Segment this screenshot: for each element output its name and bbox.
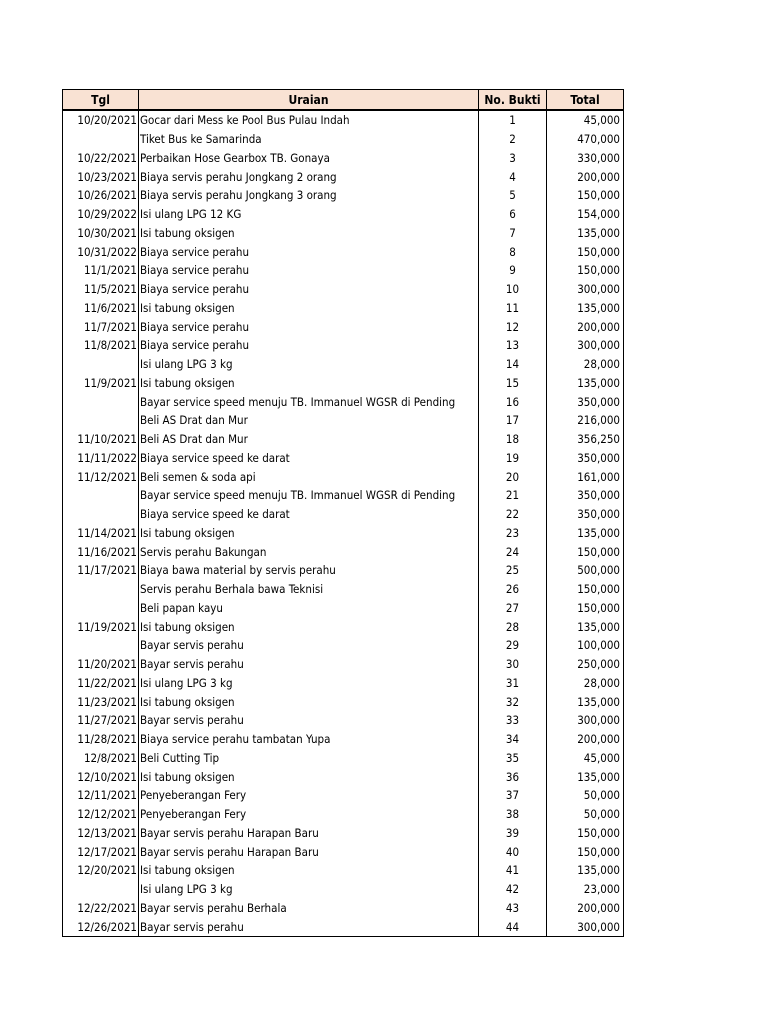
cell-date: 11/9/2021: [63, 374, 139, 393]
table-row: [63, 767, 624, 786]
cell-receipt-number: 32: [479, 692, 547, 711]
table-row: [63, 449, 624, 468]
table-row: [63, 917, 624, 936]
cell-receipt-number: 8: [479, 242, 547, 261]
cell-total: 28,000: [547, 674, 624, 693]
cell-receipt-number: 25: [479, 561, 547, 580]
cell-description: Isi ulang LPG 3 kg: [139, 674, 479, 693]
cell-description: Isi tabung oksigen: [139, 524, 479, 543]
cell-receipt-number: 27: [479, 599, 547, 618]
cell-description: Beli semen & soda api: [139, 467, 479, 486]
table-row: [63, 467, 624, 486]
cell-date: 11/20/2021: [63, 655, 139, 674]
cell-date: 11/1/2021: [63, 261, 139, 280]
cell-description: Isi tabung oksigen: [139, 299, 479, 318]
cell-date: [63, 355, 139, 374]
cell-total: 100,000: [547, 636, 624, 655]
cell-receipt-number: 19: [479, 449, 547, 468]
cell-total: 150,000: [547, 261, 624, 280]
table-row: [63, 655, 624, 674]
cell-description: Penyeberangan Fery: [139, 805, 479, 824]
cell-description: Isi tabung oksigen: [139, 692, 479, 711]
cell-description: Beli AS Drat dan Mur: [139, 411, 479, 430]
cell-date: 11/6/2021: [63, 299, 139, 318]
cell-receipt-number: 9: [479, 261, 547, 280]
cell-date: 12/10/2021: [63, 767, 139, 786]
cell-date: 11/16/2021: [63, 542, 139, 561]
cell-description: Bayar servis perahu: [139, 655, 479, 674]
cell-date: 10/22/2021: [63, 149, 139, 168]
cell-total: 200,000: [547, 317, 624, 336]
cell-date: 12/20/2021: [63, 861, 139, 880]
cell-description: Penyeberangan Fery: [139, 786, 479, 805]
table-row: [63, 636, 624, 655]
cell-description: Isi ulang LPG 3 kg: [139, 880, 479, 899]
cell-total: 135,000: [547, 374, 624, 393]
cell-description: Bayar servis perahu: [139, 636, 479, 655]
cell-date: [63, 486, 139, 505]
cell-date: 11/19/2021: [63, 617, 139, 636]
table-row: [63, 542, 624, 561]
cell-total: 23,000: [547, 880, 624, 899]
cell-date: 10/23/2021: [63, 167, 139, 186]
cell-description: Biaya service perahu: [139, 280, 479, 299]
table-row: [63, 392, 624, 411]
cell-total: 28,000: [547, 355, 624, 374]
cell-receipt-number: 36: [479, 767, 547, 786]
cell-receipt-number: 31: [479, 674, 547, 693]
expense-table: [62, 89, 624, 937]
cell-receipt-number: 5: [479, 186, 547, 205]
header-receipt-number: No. Bukti: [479, 90, 547, 111]
cell-description: Bayar service speed menuju TB. Immanuel WGSR di Pending: [139, 486, 479, 505]
cell-total: 45,000: [547, 749, 624, 768]
cell-receipt-number: 33: [479, 711, 547, 730]
cell-total: 356,250: [547, 430, 624, 449]
cell-description: Biaya service perahu: [139, 242, 479, 261]
table-row: [63, 130, 624, 149]
cell-receipt-number: 26: [479, 580, 547, 599]
cell-total: 300,000: [547, 336, 624, 355]
cell-description: Isi tabung oksigen: [139, 617, 479, 636]
cell-receipt-number: 42: [479, 880, 547, 899]
table-row: [63, 411, 624, 430]
cell-description: Bayar servis perahu Harapan Baru: [139, 824, 479, 843]
cell-receipt-number: 15: [479, 374, 547, 393]
cell-receipt-number: 14: [479, 355, 547, 374]
cell-description: Bayar servis perahu: [139, 711, 479, 730]
cell-total: 150,000: [547, 599, 624, 618]
cell-total: 150,000: [547, 542, 624, 561]
cell-total: 135,000: [547, 299, 624, 318]
cell-total: 150,000: [547, 824, 624, 843]
cell-description: Perbaikan Hose Gearbox TB. Gonaya: [139, 149, 479, 168]
cell-receipt-number: 28: [479, 617, 547, 636]
cell-total: 135,000: [547, 224, 624, 243]
cell-date: 11/11/2022: [63, 449, 139, 468]
cell-total: 330,000: [547, 149, 624, 168]
cell-receipt-number: 44: [479, 917, 547, 936]
header-total: Total: [547, 90, 624, 111]
cell-date: 11/5/2021: [63, 280, 139, 299]
cell-description: Biaya servis perahu Jongkang 3 orang: [139, 186, 479, 205]
table-row: [63, 317, 624, 336]
cell-receipt-number: 41: [479, 861, 547, 880]
table-row: [63, 167, 624, 186]
cell-total: 250,000: [547, 655, 624, 674]
cell-description: Isi tabung oksigen: [139, 861, 479, 880]
cell-receipt-number: 23: [479, 524, 547, 543]
table-row: [63, 149, 624, 168]
cell-date: 11/12/2021: [63, 467, 139, 486]
cell-total: 45,000: [547, 110, 624, 130]
cell-total: 300,000: [547, 711, 624, 730]
cell-date: 12/22/2021: [63, 899, 139, 918]
cell-description: Isi tabung oksigen: [139, 374, 479, 393]
cell-date: 10/26/2021: [63, 186, 139, 205]
table-row: [63, 505, 624, 524]
cell-total: 350,000: [547, 505, 624, 524]
cell-receipt-number: 1: [479, 110, 547, 130]
cell-description: Bayar servis perahu: [139, 917, 479, 936]
cell-receipt-number: 30: [479, 655, 547, 674]
table-row: [63, 617, 624, 636]
cell-date: [63, 880, 139, 899]
cell-description: Bayar service speed menuju TB. Immanuel WGSR di Pending: [139, 392, 479, 411]
cell-receipt-number: 10: [479, 280, 547, 299]
cell-total: 350,000: [547, 449, 624, 468]
cell-description: Gocar dari Mess ke Pool Bus Pulau Indah: [139, 110, 479, 130]
cell-date: [63, 580, 139, 599]
cell-date: 12/8/2021: [63, 749, 139, 768]
cell-date: [63, 411, 139, 430]
cell-description: Biaya service speed ke darat: [139, 449, 479, 468]
cell-total: 500,000: [547, 561, 624, 580]
table-body: [63, 110, 624, 937]
cell-date: 11/22/2021: [63, 674, 139, 693]
cell-date: 11/10/2021: [63, 430, 139, 449]
cell-receipt-number: 43: [479, 899, 547, 918]
cell-total: 135,000: [547, 767, 624, 786]
cell-receipt-number: 29: [479, 636, 547, 655]
table-row: [63, 486, 624, 505]
cell-date: 12/12/2021: [63, 805, 139, 824]
cell-total: 200,000: [547, 730, 624, 749]
cell-date: [63, 599, 139, 618]
cell-description: Biaya bawa material by servis perahu: [139, 561, 479, 580]
table-row: [63, 599, 624, 618]
cell-total: 200,000: [547, 899, 624, 918]
table-row: [63, 899, 624, 918]
table-header: [63, 90, 624, 111]
cell-date: 11/17/2021: [63, 561, 139, 580]
cell-total: 135,000: [547, 692, 624, 711]
cell-total: 300,000: [547, 280, 624, 299]
cell-total: 161,000: [547, 467, 624, 486]
cell-total: 200,000: [547, 167, 624, 186]
table-row: [63, 336, 624, 355]
table-row: [63, 524, 624, 543]
cell-description: Biaya servis perahu Jongkang 2 orang: [139, 167, 479, 186]
cell-total: 350,000: [547, 392, 624, 411]
cell-total: 150,000: [547, 842, 624, 861]
table-row: [63, 224, 624, 243]
cell-description: Bayar servis perahu Berhala: [139, 899, 479, 918]
cell-receipt-number: 12: [479, 317, 547, 336]
table-row: [63, 880, 624, 899]
cell-receipt-number: 11: [479, 299, 547, 318]
table-row: [63, 430, 624, 449]
cell-date: [63, 636, 139, 655]
table-row: [63, 674, 624, 693]
table-row: [63, 299, 624, 318]
table-row: [63, 280, 624, 299]
cell-receipt-number: 13: [479, 336, 547, 355]
cell-total: 135,000: [547, 861, 624, 880]
cell-receipt-number: 7: [479, 224, 547, 243]
cell-date: 11/27/2021: [63, 711, 139, 730]
header-date: Tgl: [63, 90, 139, 111]
cell-date: [63, 392, 139, 411]
cell-description: Beli AS Drat dan Mur: [139, 430, 479, 449]
cell-date: 12/11/2021: [63, 786, 139, 805]
table-row: [63, 692, 624, 711]
table-row: [63, 561, 624, 580]
cell-total: 300,000: [547, 917, 624, 936]
cell-date: 11/14/2021: [63, 524, 139, 543]
table-row: [63, 711, 624, 730]
table-row: [63, 730, 624, 749]
cell-description: Isi ulang LPG 3 kg: [139, 355, 479, 374]
table-row: [63, 861, 624, 880]
cell-receipt-number: 2: [479, 130, 547, 149]
cell-total: 350,000: [547, 486, 624, 505]
table-row: [63, 261, 624, 280]
cell-description: Biaya service speed ke darat: [139, 505, 479, 524]
table-row: [63, 355, 624, 374]
cell-date: 12/17/2021: [63, 842, 139, 861]
cell-receipt-number: 16: [479, 392, 547, 411]
table-row: [63, 842, 624, 861]
cell-total: 470,000: [547, 130, 624, 149]
cell-receipt-number: 21: [479, 486, 547, 505]
cell-date: 11/8/2021: [63, 336, 139, 355]
cell-receipt-number: 4: [479, 167, 547, 186]
cell-description: Isi tabung oksigen: [139, 224, 479, 243]
cell-description: Beli papan kayu: [139, 599, 479, 618]
table-row: [63, 242, 624, 261]
cell-receipt-number: 22: [479, 505, 547, 524]
cell-receipt-number: 40: [479, 842, 547, 861]
cell-date: 11/23/2021: [63, 692, 139, 711]
cell-total: 150,000: [547, 242, 624, 261]
cell-total: 150,000: [547, 186, 624, 205]
table-row: [63, 749, 624, 768]
cell-receipt-number: 17: [479, 411, 547, 430]
cell-description: Biaya service perahu tambatan Yupa: [139, 730, 479, 749]
cell-description: Biaya service perahu: [139, 317, 479, 336]
cell-description: Isi ulang LPG 12 KG: [139, 205, 479, 224]
table-row: [63, 110, 624, 130]
cell-date: 11/28/2021: [63, 730, 139, 749]
table-row: [63, 374, 624, 393]
cell-total: 216,000: [547, 411, 624, 430]
cell-date: 12/13/2021: [63, 824, 139, 843]
cell-date: 10/30/2021: [63, 224, 139, 243]
cell-date: 11/7/2021: [63, 317, 139, 336]
cell-receipt-number: 6: [479, 205, 547, 224]
cell-description: Bayar servis perahu Harapan Baru: [139, 842, 479, 861]
cell-total: 135,000: [547, 524, 624, 543]
cell-date: [63, 505, 139, 524]
cell-description: Biaya service perahu: [139, 336, 479, 355]
table-row: [63, 786, 624, 805]
table-row: [63, 205, 624, 224]
table-row: [63, 805, 624, 824]
table-row: [63, 580, 624, 599]
cell-description: Beli Cutting Tip: [139, 749, 479, 768]
cell-receipt-number: 37: [479, 786, 547, 805]
cell-receipt-number: 39: [479, 824, 547, 843]
cell-date: 12/26/2021: [63, 917, 139, 936]
cell-receipt-number: 18: [479, 430, 547, 449]
cell-date: 10/31/2022: [63, 242, 139, 261]
cell-total: 50,000: [547, 786, 624, 805]
cell-receipt-number: 3: [479, 149, 547, 168]
cell-receipt-number: 20: [479, 467, 547, 486]
cell-receipt-number: 35: [479, 749, 547, 768]
cell-description: Biaya service perahu: [139, 261, 479, 280]
cell-total: 150,000: [547, 580, 624, 599]
cell-receipt-number: 34: [479, 730, 547, 749]
cell-receipt-number: 24: [479, 542, 547, 561]
cell-description: Servis perahu Berhala bawa Teknisi: [139, 580, 479, 599]
cell-receipt-number: 38: [479, 805, 547, 824]
cell-total: 135,000: [547, 617, 624, 636]
cell-date: [63, 130, 139, 149]
table-row: [63, 186, 624, 205]
header-description: Uraian: [139, 90, 479, 111]
cell-description: Tiket Bus ke Samarinda: [139, 130, 479, 149]
cell-description: Isi tabung oksigen: [139, 767, 479, 786]
cell-description: Servis perahu Bakungan: [139, 542, 479, 561]
header-row: [63, 90, 624, 111]
cell-date: 10/29/2022: [63, 205, 139, 224]
cell-date: 10/20/2021: [63, 110, 139, 130]
cell-total: 50,000: [547, 805, 624, 824]
cell-total: 154,000: [547, 205, 624, 224]
table-row: [63, 824, 624, 843]
